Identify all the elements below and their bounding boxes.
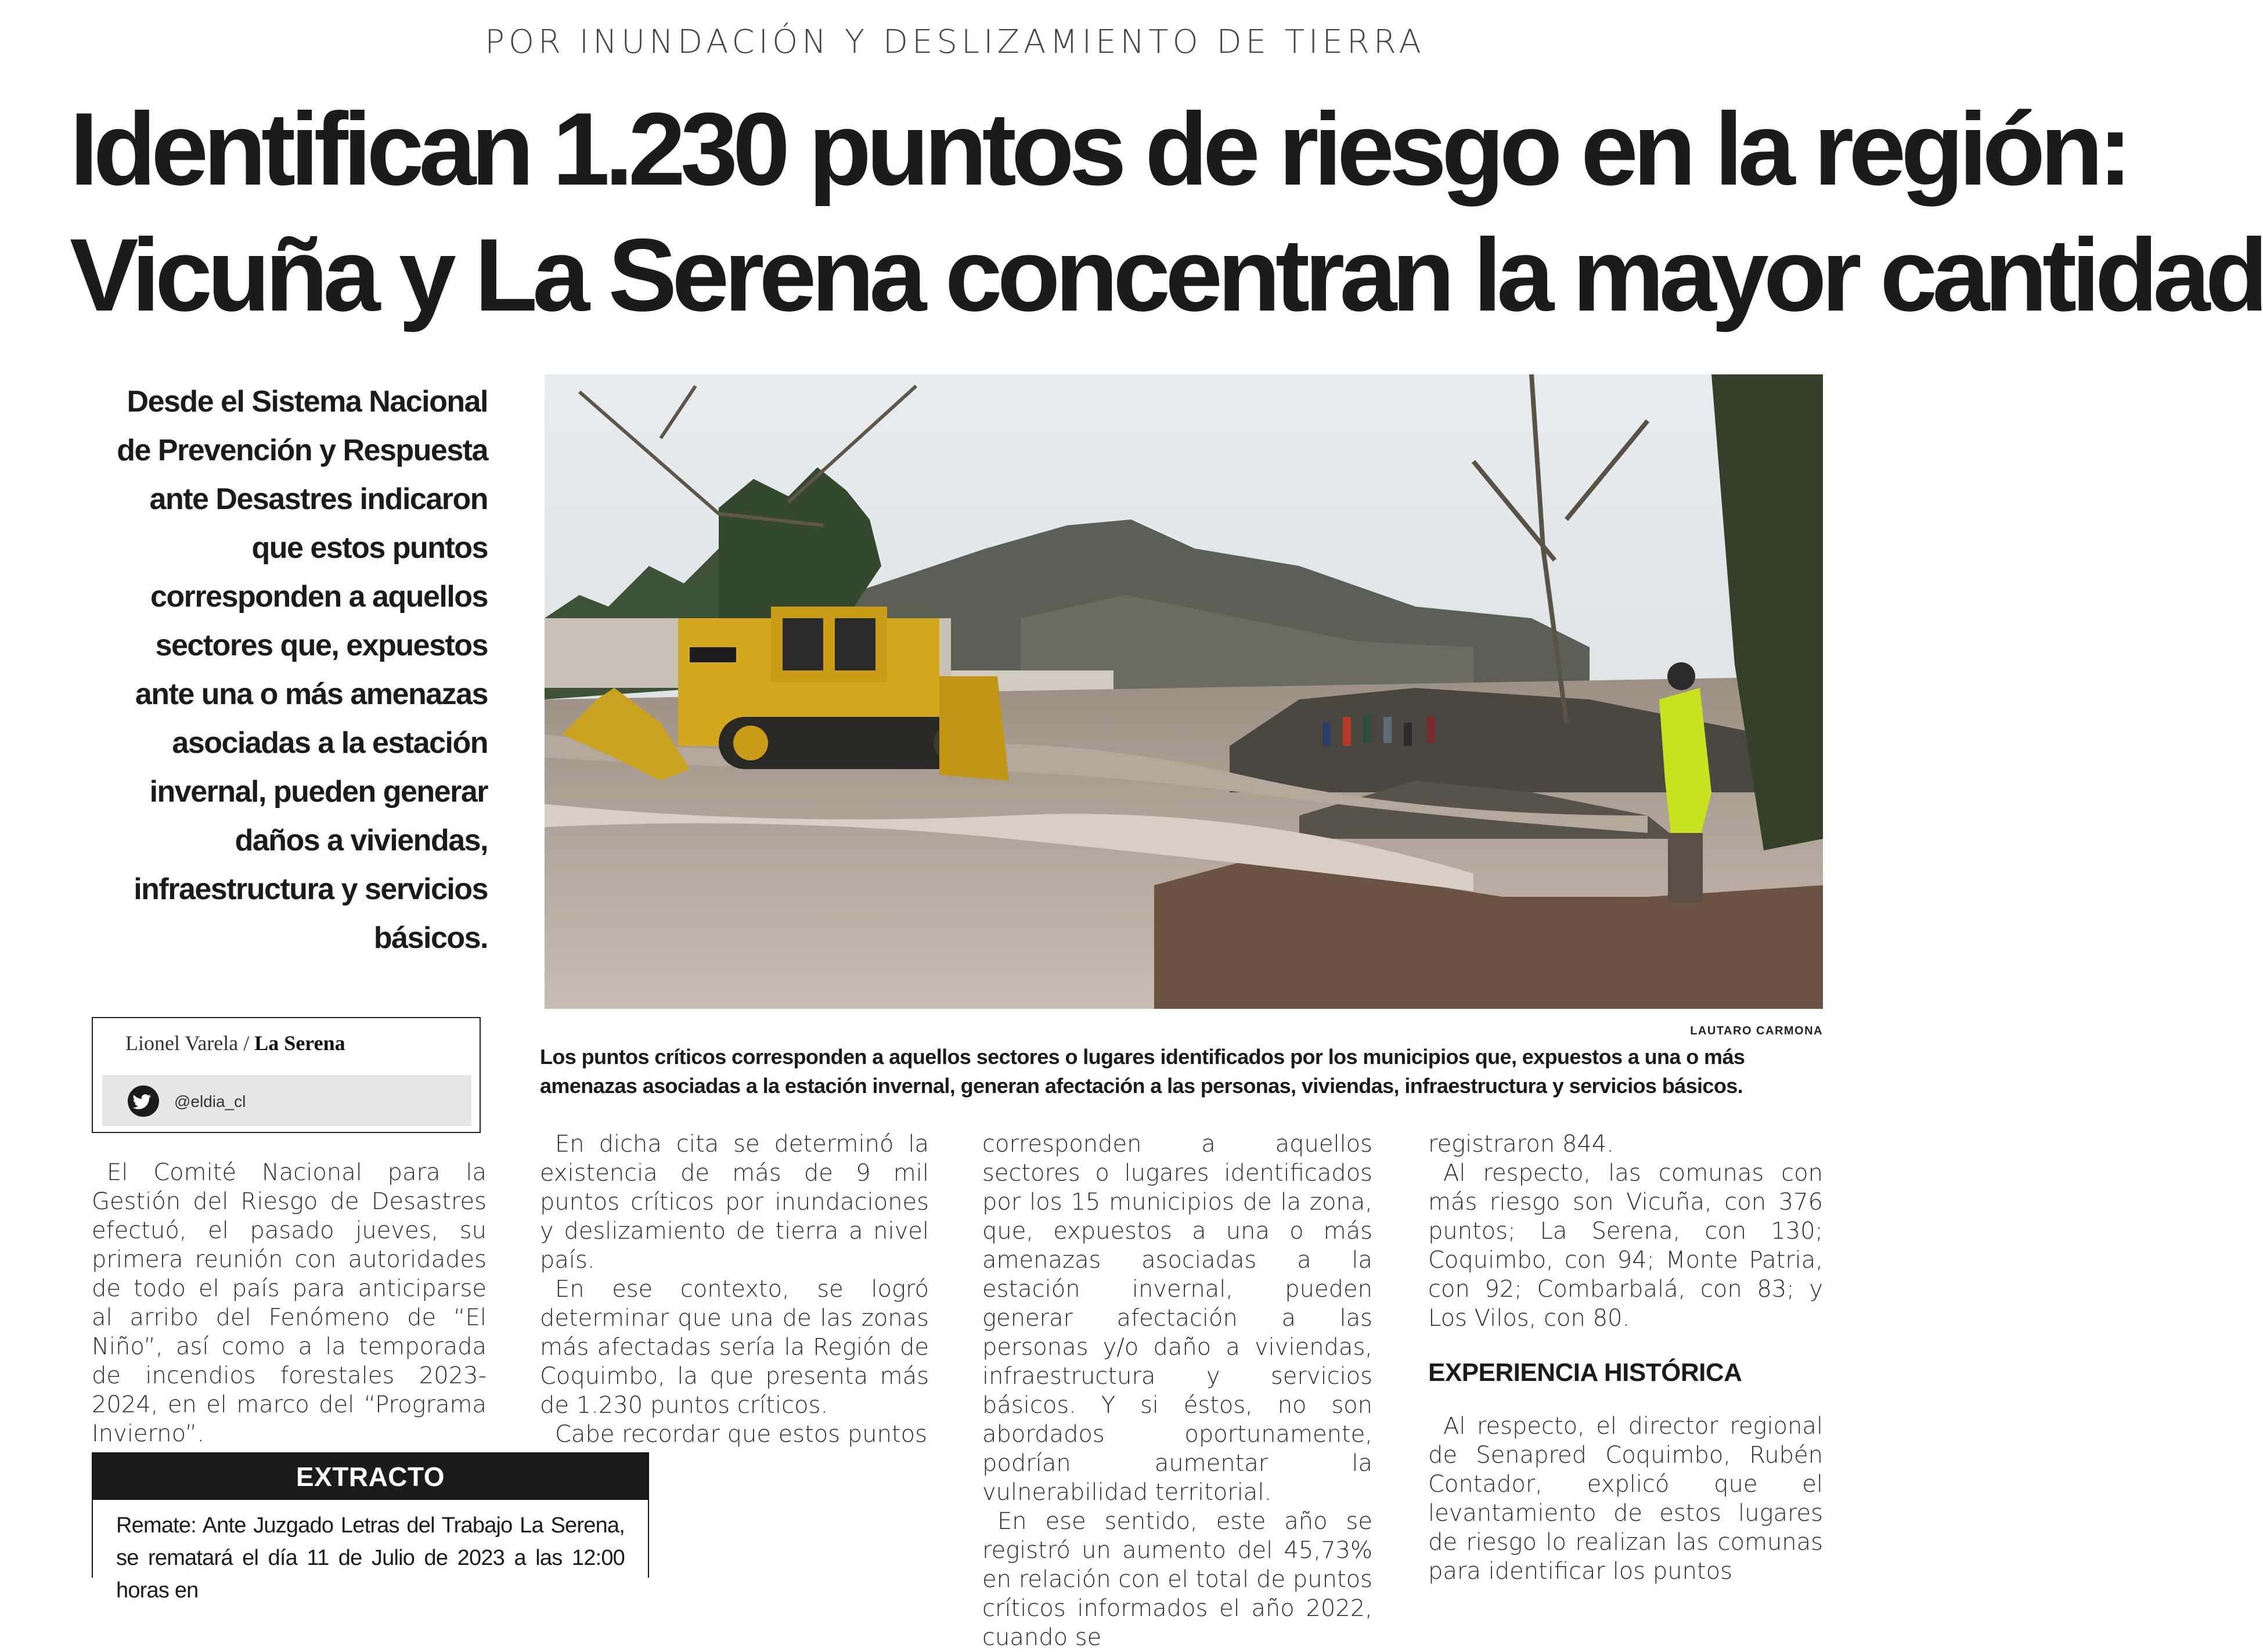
- flood-photo-illustration: [545, 374, 1823, 1009]
- extracto-box: [92, 1452, 649, 1603]
- byline-box: [92, 1017, 481, 1133]
- body-paragraph: Al respecto, las comunas con más riesgo son Vicuña, con 376 puntos; La Serena, con 130; Coquimbo, con 94; Monte Patria, con 92; Combarbalá, con 83; y Los Vilos, con 80.: [1428, 1160, 1823, 1332]
- body-paragraph: Al respecto, el director regional de Senapred Coquimbo, Rubén Contador, explicó que el levantamiento de estos lugares de riesgo lo realizan las comunas para identificar los puntos: [1428, 1413, 1823, 1585]
- photo-credit: LAUTARO CARMONA: [1690, 1025, 1823, 1037]
- lede: Desde el Sistema Nacional de Prevención y Respuesta ante Desastres indicaron que estos puntos corresponden a aquellos sectores que, expuestos ante una o más amenazas asociadas a la estación invernal, pueden generar daños a viviendas, infraestructura y servicios básicos.: [117, 385, 488, 955]
- byline-separator: /: [243, 1031, 250, 1055]
- body-column-3: [982, 1130, 1372, 1652]
- body-paragraph: corresponden a aquellos sectores o lugares identificados por los 15 municipios de la zona, que, expuestos a una o más amenazas asociadas a la estación invernal, pueden generar afectación a las personas y/o daño a viviendas, infraestructura y servicios básicos. Y si éstos, no son abordados oportunamente, podrían aumentar la vulnerabilidad territorial.: [982, 1131, 1372, 1506]
- headline-line-1: Identifican 1.230 puntos de riesgo en la región:: [70, 91, 2128, 207]
- byline-author: [125, 1031, 345, 1055]
- photo-caption: Los puntos críticos corresponden a aquellos sectores o lugares identificados por los municipios que, expuestos a una o más amenazas asociadas a la estación invernal, generan afectación a las personas, viviendas, infraestructura y servicios básicos.: [540, 1045, 1745, 1098]
- flood-photo: [545, 374, 1823, 1009]
- body-column-4: [1428, 1130, 1823, 1586]
- body-column-2: [540, 1130, 929, 1449]
- body-paragraph: El Comité Nacional para la Gestión del Riesgo de Desastres efectuó, el pasado jueves, su primera reunión con autoridades de todo el país para anticiparse al arribo del Fenómeno de “El Niño”, así como a la temporada de incendios forestales 2023-2024, en el marco del “Programa Invierno”.: [92, 1159, 487, 1447]
- twitter-handle[interactable]: @eldia_cl: [174, 1092, 246, 1110]
- headline-line-2: Vicuña y La Serena concentran la mayor cantidad: [70, 217, 2263, 333]
- social-bar[interactable]: [102, 1075, 471, 1126]
- extracto-text: Remate: Ante Juzgado Letras del Trabajo La Serena, se rematará el día 11 de Julio de 2023 a las 12:00 horas en: [116, 1513, 625, 1603]
- kicker: POR INUNDACIÓN Y DESLIZAMIENTO DE TIERRA: [485, 23, 1425, 61]
- byline-location: La Serena: [254, 1031, 345, 1055]
- author-name: Lionel Varela: [125, 1031, 239, 1055]
- section-subhead: EXPERIENCIA HISTÓRICA: [1428, 1358, 1742, 1387]
- body-paragraph: Cabe recordar que estos puntos: [555, 1421, 927, 1448]
- body-paragraph: registraron 844.: [1428, 1131, 1614, 1157]
- body-paragraph: En ese contexto, se logró determinar que una de las zonas más afectadas sería la Región de Coquimbo, la que presenta más de 1.230 puntos críticos.: [540, 1276, 929, 1419]
- body-paragraph: En dicha cita se determinó la existencia de más de 9 mil puntos críticos por inundaciones y deslizamiento de tierra a nivel país.: [540, 1131, 929, 1274]
- body-paragraph: En ese sentido, este año se registró un aumento del 45,73% en relación con el total de puntos críticos informados el año 2022, cuando se: [982, 1508, 1372, 1651]
- twitter-bird-icon: [128, 1085, 159, 1117]
- extracto-title: EXTRACTO: [93, 1453, 648, 1500]
- twitter-icon[interactable]: [128, 1085, 159, 1117]
- body-column-1: [92, 1158, 487, 1448]
